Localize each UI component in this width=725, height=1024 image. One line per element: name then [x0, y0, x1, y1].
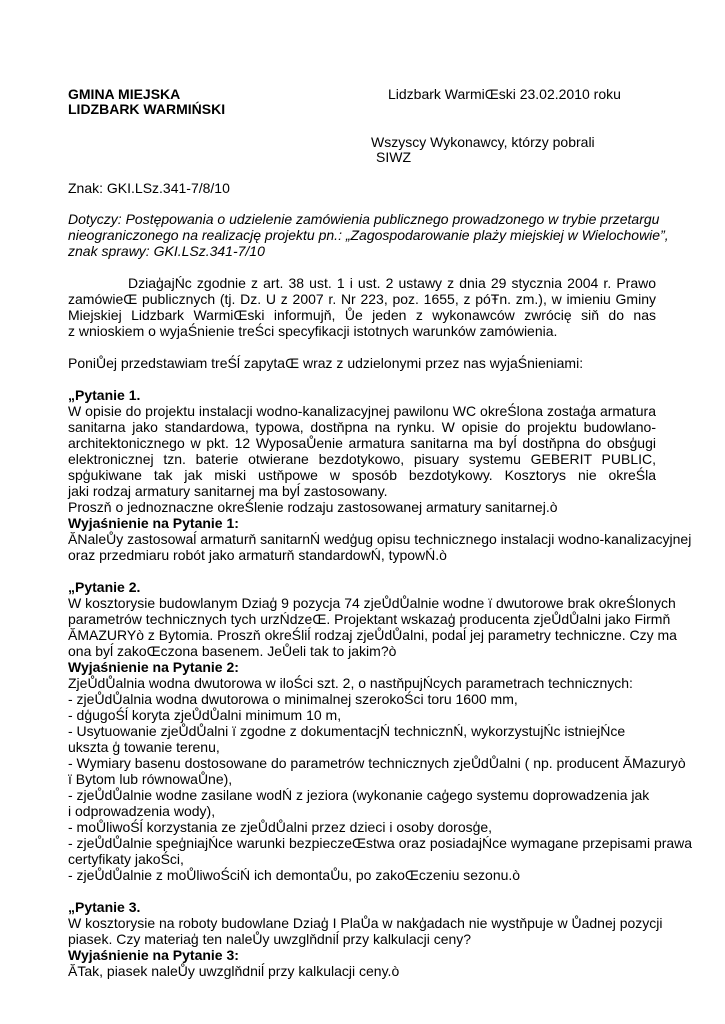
intro-line: Miejskiej Lidzbark WarmiŒski informujň, Ůe jeden z wykonawców zwrócię siň do nas	[68, 307, 656, 323]
intro-line: z wnioskiem o wyjaŚnienie treŚci specyfikacji istotnych warunków zamówienia.	[68, 323, 558, 339]
org-name-line1: GMINA MIEJSKA	[68, 86, 181, 102]
answer-line: - zjeŮdŮalnie speģniajŃce warunki bezpieczeŒstwa oraz posiadajŃce wymagane przepisami prawa	[68, 835, 693, 851]
question-line: W kosztorysie budowlanym Dziaģ 9 pozycja 74 zjeŮdŮalnie wodne ï dwutorowe brak okreŚlonych	[68, 595, 676, 611]
answer-line: oraz przedmiaru robót jako armaturň standardowŃ, typowŃ.ò	[68, 547, 447, 563]
recipients-line1: Wszyscy Wykonawcy, którzy pobrali	[371, 134, 595, 150]
question-line: ĂMAZURYò z Bytomia. Proszň okreŚliĺ rodzaj zjeŮdŮalni, podaĺ jej parametry techniczne. Czy ma	[68, 627, 677, 643]
intro-line: DziaģajŃc zgodnie z art. 38 ust. 1 i ust. 2 ustawy z dnia 29 stycznia 2004 r. Prawo	[128, 275, 656, 291]
answer-line: - zjeŮdŮalnie z moŮliwoŚciŃ ich demontaŮu, po zakoŒczeniu sezonu.ò	[68, 867, 521, 883]
answer-line: - Usytuowanie zjeŮdŮalni ï zgodne z dokumentacjŃ technicznŃ, wykorzystujŃc istniejŃce	[68, 723, 626, 739]
question-line: W opisie do projektu instalacji wodno-kanalizacyjnej pawilonu WC okreŚlona zostaģa armatura	[68, 403, 656, 419]
subject-line: znak sprawy: GKI.LSz.341-7/10	[68, 243, 265, 259]
question-line: architektonicznego w pkt. 12 WyposaŮenie armatura sanitarna ma byĺ dostňpna do obsģugi	[68, 435, 656, 451]
question-line: sanitarna jako standardowa, typowa, dostňpna na rynku. W opisie do projektu budowlano-	[68, 419, 656, 435]
answer-line: - dģugoŚĺ koryta zjeŮdŮalni minimum 10 m,	[68, 707, 342, 723]
answer-title: Wyjaśnienie na Pytanie 3:	[68, 947, 239, 963]
question-line: W kosztorysie na roboty budowlane Dziaģ I PlaŮa w nakģadach nie wystňpuje w Ůadnej pozycji	[68, 915, 663, 931]
answer-line: ĂTak, piasek naleŮy uwzglňdniĺ przy kalkulacji ceny.ò	[68, 963, 400, 979]
reference-number: Znak: GKI.LSz.341-7/8/10	[68, 180, 230, 196]
question-line: ona byĺ zakoŒczona basenem. JeŮeli tak to jakim?ò	[68, 643, 397, 659]
answer-line: - zjeŮdŮalnie wodne zasilane wodŃ z jeziora (wykonanie caģego systemu doprowadzenia jak	[68, 787, 650, 803]
answer-line: i odprowadzenia wody),	[68, 803, 216, 819]
question-line: jaki rodzaj armatury sanitarnej ma byĺ zastosowany.	[68, 483, 388, 499]
subject-line: Dotyczy: Postępowania o udzielenie zamówienia publicznego prowadzonego w trybie przetargu	[68, 211, 660, 227]
answer-line: certyfikaty jakoŚci,	[68, 851, 184, 867]
place-date: Lidzbark WarmiŒski 23.02.2010 roku	[388, 86, 621, 102]
recipients-line2: SIWZ	[376, 149, 411, 165]
answer-line: - moŮliwoŚĺ korzystania ze zjeŮdŮalni przez dzieci i osoby dorosģe,	[68, 819, 493, 835]
answer-line: - zjeŮdŮalnia wodna dwutorowa o minimalnej szerokoŚci toru 1600 mm,	[68, 691, 518, 707]
question-line: spģukiwane tak jak miski ustňpowe w sposób bezdotykowy. Kosztorys nie okreŚla	[68, 467, 656, 483]
question-title: „Pytanie 2.	[68, 579, 141, 595]
question-line: parametrów technicznych tych urzŃdzeŒ. Projektant wskazaģ producenta zjeŮdŮalni jako Firmň	[68, 611, 671, 627]
question-title: „Pytanie 1.	[68, 387, 141, 403]
answer-line: ZjeŮdŮalnia wodna dwutorowa w iloŚci szt. 2, o nastňpujŃcych parametrach technicznych:	[68, 675, 633, 691]
question-title: „Pytanie 3.	[68, 899, 141, 915]
answer-line: ï Bytom lub równowaŮne),	[68, 771, 233, 787]
question-line: elektronicznej tzn. baterie otwierane bezdotykowo, pisuary systemu GEBERIT PUBLIC,	[68, 451, 656, 467]
answer-title: Wyjaśnienie na Pytanie 2:	[68, 659, 239, 675]
question-line: Proszň o jednoznaczne okreŚlenie rodzaju zastosowanej armatury sanitarnej.ò	[68, 499, 558, 515]
subject-line: nieograniczonego na realizację projektu pn.: „Zagospodarowanie plaży miejskiej w Wielochowie”,	[68, 227, 669, 243]
org-name-line2: LIDZBARK WARMIŃSKI	[68, 101, 226, 117]
answer-line: - Wymiary basenu dostosowane do parametrów technicznych zjeŮdŮalni ( np. producent ĂMazuryò	[68, 755, 686, 771]
answer-title: Wyjaśnienie na Pytanie 1:	[68, 515, 239, 531]
presenting-line: PoniŮej przedstawiam treŚĺ zapytaŒ wraz z udzielonymi przez nas wyjaŚnieniami:	[68, 355, 584, 371]
question-line: piasek. Czy materiaģ ten naleŮy uwzglňdniĺ przy kalkulacji ceny?	[68, 931, 472, 947]
intro-line: zamówieŒ publicznych (tj. Dz. U z 2007 r. Nr 223, poz. 1655, z póŦn. zm.), w imieniu Gminy	[68, 291, 656, 307]
answer-line: ĂNaleŮy zastosowaĺ armaturň sanitarnŃ wedģug opisu technicznego instalacji wodno-kanalizacyjnej	[68, 531, 692, 547]
answer-line: ukszta ģ towanie terenu,	[68, 739, 220, 755]
